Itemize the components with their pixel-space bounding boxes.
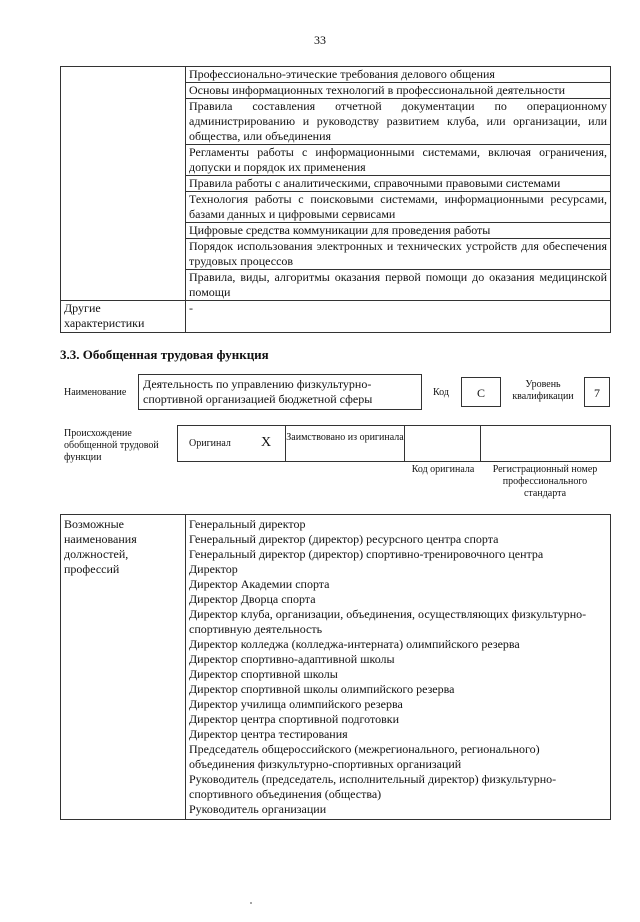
- origin-divider: [404, 426, 405, 461]
- position-item: Директор училища олимпийского резерва: [189, 697, 403, 711]
- position-item: Председатель общероссийского (межрегионального, регионального) объединения физкультурно-спортивных организаций: [189, 742, 540, 771]
- page-number: 33: [314, 33, 326, 47]
- function-name-value: Деятельность по управлению физкультурно-спортивной организацией бюджетной сферы: [143, 377, 373, 406]
- code-value: C: [476, 386, 485, 400]
- position-item: Директор Дворца спорта: [189, 592, 316, 606]
- scan-speck: [250, 902, 252, 904]
- position-item: Руководитель (председатель, исполнительный директор) физкультурно-спортивного объединения (общества): [189, 772, 557, 801]
- position-item: Генеральный директор (директор) ресурсного центра спорта: [189, 532, 499, 546]
- original-label: Оригинал: [189, 438, 231, 449]
- requirement-item: Правила работы с аналитическими, справочными правовыми системами: [186, 176, 611, 192]
- requirement-item: Регламенты работы с информационными системами, включая ограничения, допуски и порядок их применения: [186, 145, 611, 176]
- position-item: Директор колледжа (колледжа-интерната) олимпийского резерва: [189, 637, 520, 651]
- position-item: Директор спортивной школы: [189, 667, 338, 681]
- requirement-item: Цифровые средства коммуникации для проведения работы: [186, 223, 611, 239]
- position-item: Директор: [189, 562, 238, 576]
- position-item: Директор спортивно-адаптивной школы: [189, 652, 395, 666]
- original-mark: X: [261, 435, 272, 450]
- position-item: Директор центра тестирования: [189, 727, 348, 741]
- positions-label: Возможные наименования должностей, профессий: [61, 515, 186, 820]
- origin-box: [177, 425, 611, 462]
- requirement-item: Порядок использования электронных и технических устройств для обеспечения трудовых процессов: [186, 239, 611, 270]
- borrowed-label: Заимствовано из оригинала: [286, 432, 404, 443]
- section-title: 3.3. Обобщенная трудовая функция: [60, 347, 269, 362]
- requirement-item: Правила составления отчетной документации по операционному администрированию и руководству развитием клуба, или организации, или общества, или объединения: [186, 99, 611, 145]
- requirement-item: Правила, виды, алгоритмы оказания первой помощи до оказания медицинской помощи: [186, 270, 611, 301]
- other-characteristics-label: Другие характеристики: [61, 301, 186, 333]
- level-value: 7: [594, 386, 600, 400]
- registration-number-label: Регистрационный номер профессионального стандарта: [492, 464, 598, 499]
- position-item: Генеральный директор (директор) спортивно-тренировочного центра: [189, 547, 544, 561]
- requirements-label-cell: [61, 67, 186, 301]
- origin-label: Происхождение обобщенной трудовой функции: [64, 428, 159, 463]
- code-box: [461, 377, 501, 407]
- position-item: Директор Академии спорта: [189, 577, 330, 591]
- position-item: Директор клуба, организации, объединения, осуществляющих физкультурно-спортивную деятельность: [189, 607, 587, 636]
- requirements-table: [60, 66, 611, 333]
- requirement-item: Профессионально-этические требования делового общения: [186, 67, 611, 83]
- level-label: Уровень квалификации: [512, 379, 574, 402]
- position-item: Генеральный директор: [189, 517, 306, 531]
- name-label: Наименование: [64, 387, 127, 398]
- other-characteristics-value: -: [186, 301, 611, 333]
- code-original-label: Код оригинала: [411, 464, 475, 475]
- origin-divider: [480, 426, 481, 461]
- positions-table: [60, 514, 611, 820]
- position-item: Руководитель организации: [189, 802, 327, 816]
- requirement-item: Основы информационных технологий в профессиональной деятельности: [186, 83, 611, 99]
- requirement-item: Технология работы с поисковыми системами, информационными ресурсами, базами данных и цифровыми сервисами: [186, 192, 611, 223]
- code-label: Код: [433, 387, 449, 398]
- function-name-box: [138, 374, 422, 410]
- position-item: Директор центра спортивной подготовки: [189, 712, 399, 726]
- positions-list: [186, 515, 611, 820]
- level-box: [584, 377, 610, 407]
- position-item: Директор спортивной школы олимпийского резерва: [189, 682, 455, 696]
